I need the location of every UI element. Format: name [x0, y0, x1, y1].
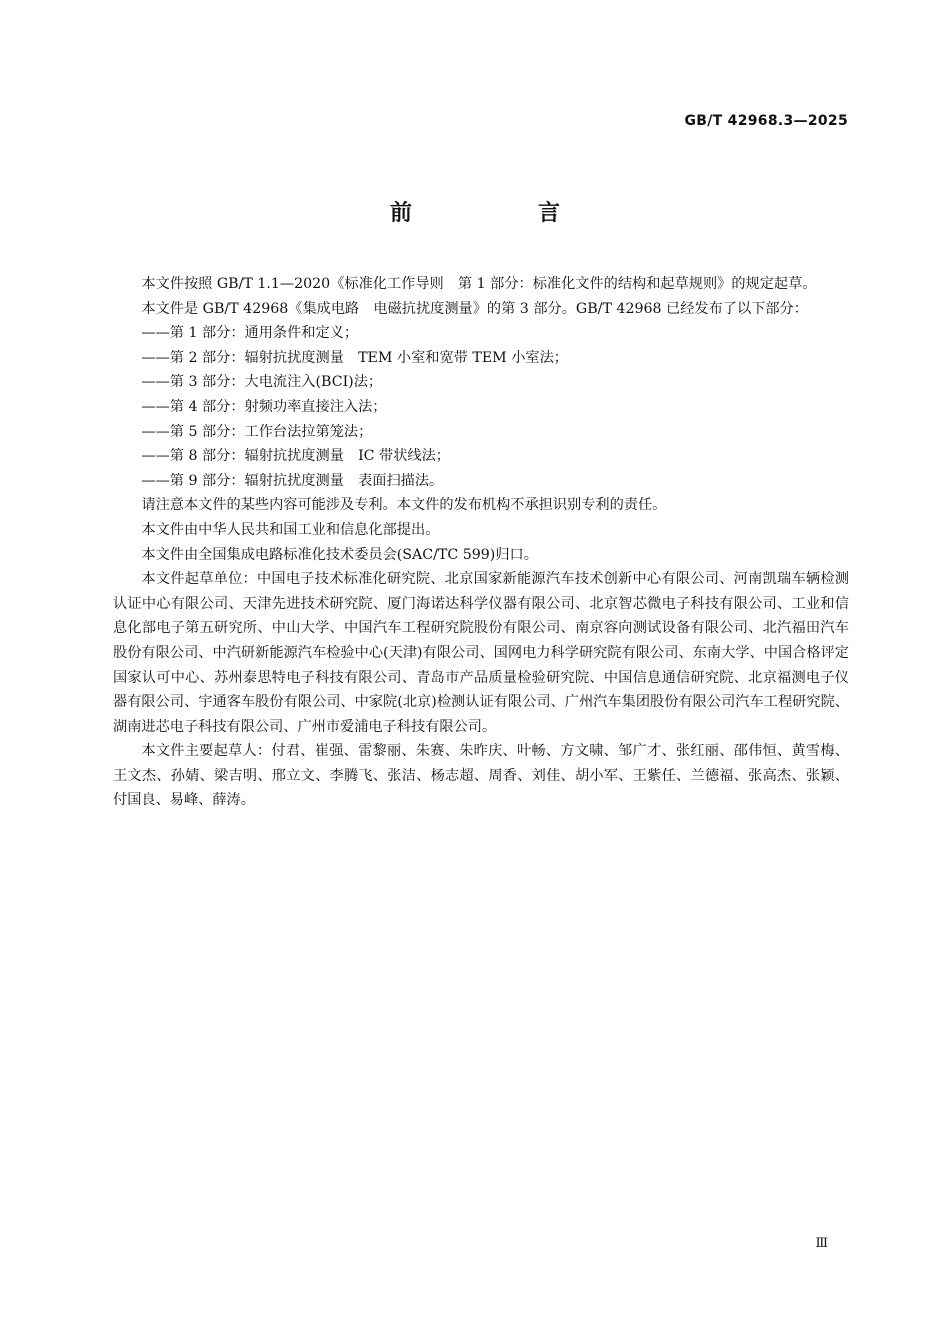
page-number: Ⅲ	[815, 1236, 828, 1251]
paragraph-committee: 本文件由全国集成电路标准化技术委员会(SAC/TC 599)归口。	[141, 546, 538, 563]
list-item: ——第 3 部分：大电流注入(BCI)法；	[141, 374, 383, 391]
document-code: GB/T 42968.3—2025	[684, 113, 848, 129]
page-title: 前 言	[389, 201, 612, 226]
parts-list	[113, 321, 849, 493]
paragraph-drafting-units: 本文件起草单位：中国电子技术标准化研究院、北京国家新能源汽车技术创新中心有限公司、河南凯瑞车辆检测认证中心有限公司、天津先进技术研究院、厦门海诺达科学仪器有限公司、北京智芯微电子科技有限公司、工业和信息化部电子第五研究所、中山大学、中国汽车工程研究院股份有限公司、南京容向测试设备有限公司、北汽福田汽车股份有限公司、中汽研新能源汽车检验中心(天津)有限公司、国网电力科学研究院有限公司、东南大学、中国合格评定国家认可中心、苏州泰思特电子科技有限公司、青岛市产品质量检验研究院、中国信息通信研究院、北京福测电子仪器有限公司、宇通客车股份有限公司、中家院(北京)检测认证有限公司、广州汽车集团股份有限公司汽车工程研究院、湖南进芯电子科技有限公司、广州市爱浦电子科技有限公司。	[113, 571, 849, 735]
list-item: ——第 8 部分：辐射抗扰度测量 IC 带状线法；	[141, 448, 450, 465]
document-body	[113, 272, 849, 813]
list-item: ——第 5 部分：工作台法拉第笼法；	[141, 423, 373, 440]
list-item: ——第 1 部分：通用条件和定义；	[141, 325, 359, 342]
paragraph-series-intro: 本文件是 GB/T 42968《集成电路 电磁抗扰度测量》的第 3 部分。GB/T 42968 已经发布了以下部分：	[141, 300, 808, 317]
list-item: ——第 2 部分：辐射抗扰度测量 TEM 小室和宽带 TEM 小室法；	[141, 349, 568, 366]
paragraph-proposer: 本文件由中华人民共和国工业和信息化部提出。	[141, 521, 440, 538]
paragraph-patent-notice: 请注意本文件的某些内容可能涉及专利。本文件的发布机构不承担识别专利的责任。	[141, 497, 667, 514]
paragraph-drafting-rules: 本文件按照 GB/T 1.1—2020《标准化工作导则 第 1 部分：标准化文件的结构和起草规则》的规定起草。	[141, 276, 817, 292]
paragraph-drafters: 本文件主要起草人：付君、崔强、雷黎丽、朱赛、朱昨庆、叶畅、方文啸、邹广才、张红丽、邵伟恒、黄雪梅、王文杰、孙婧、梁吉明、邢立文、李腾飞、张洁、杨志超、周香、刘佳、胡小军、王紫任、兰德福、张高杰、张颖、付国良、易峰、薛涛。	[113, 743, 849, 809]
list-item: ——第 9 部分：辐射抗扰度测量 表面扫描法。	[141, 472, 444, 489]
list-item: ——第 4 部分：射频功率直接注入法；	[141, 398, 387, 415]
